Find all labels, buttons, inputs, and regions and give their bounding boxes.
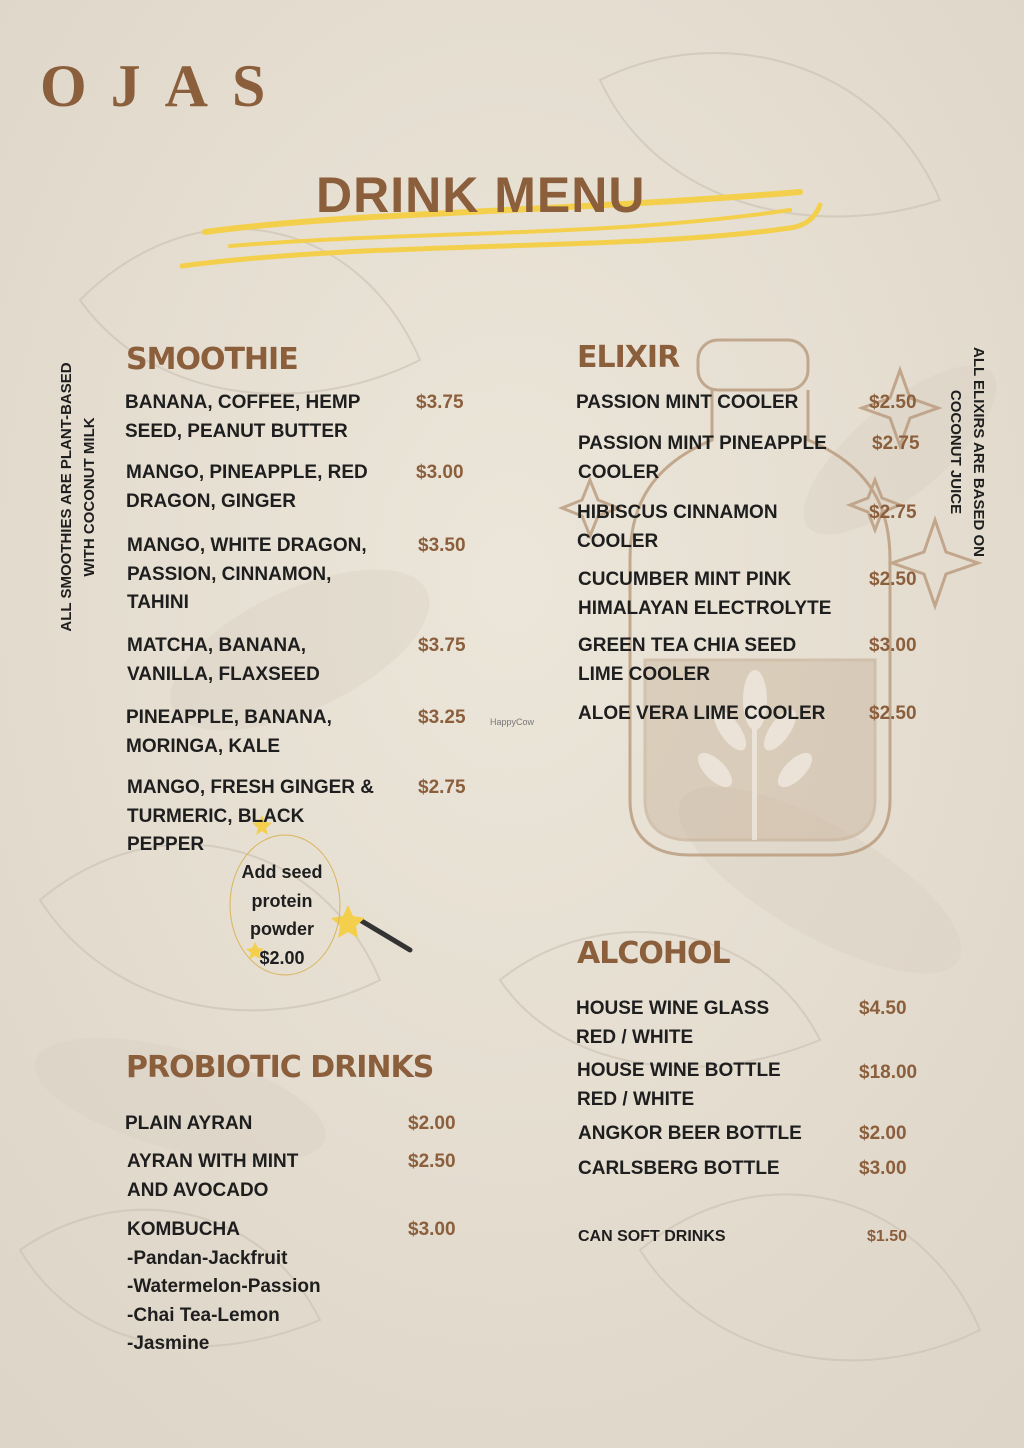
- alcohol-item: CARLSBERG BOTTLE: [578, 1158, 780, 1179]
- smoothie-item: MANGO, WHITE DRAGON, PASSION, CINNAMON, TAHINI: [127, 535, 367, 613]
- smoothie-item: BANANA, COFFEE, HEMP SEED, PEANUT BUTTER: [125, 392, 361, 442]
- alcohol-item: HOUSE WINE BOTTLE RED / WHITE: [577, 1060, 781, 1110]
- probiotic-item: AYRAN WITH MINT AND AVOCADO: [127, 1151, 299, 1201]
- probiotic-item: PLAIN AYRAN: [125, 1113, 253, 1134]
- smoothie-addon: Add seed protein powder $2.00: [241, 862, 323, 968]
- smoothie-item: MATCHA, BANANA, VANILLA, FLAXSEED: [127, 635, 320, 685]
- smoothie-item: PINEAPPLE, BANANA, MORINGA, KALE: [126, 707, 332, 757]
- smoothie-heading: SMOOTHIE: [126, 342, 298, 377]
- elixir-item: PASSION MINT COOLER: [576, 392, 799, 413]
- elixir-item: ALOE VERA LIME COOLER: [578, 703, 826, 724]
- smoothie-side-note: ALL SMOOTHIES ARE PLANT-BASED WITH COCONUT MILK: [58, 362, 98, 632]
- elixir-price: $2.50: [869, 392, 917, 413]
- probiotic-price: $3.00: [408, 1219, 456, 1240]
- alcohol-item: ANGKOR BEER BOTTLE: [578, 1123, 802, 1144]
- soft-drinks-item: CAN SOFT DRINKS: [578, 1228, 726, 1245]
- smoothie-price: $3.75: [416, 392, 464, 413]
- smoothie-price: $3.25: [418, 707, 466, 728]
- alcohol-price: $4.50: [859, 998, 907, 1019]
- alcohol-price: $18.00: [859, 1062, 918, 1083]
- probiotic-price: $2.50: [408, 1151, 456, 1172]
- probiotic-item: KOMBUCHA -Pandan-Jackfruit -Watermelon-Passion -Chai Tea-Lemon -Jasmine: [127, 1219, 321, 1354]
- probiotic-price: $2.00: [408, 1113, 456, 1134]
- elixir-price: $2.75: [869, 502, 917, 523]
- elixir-item: PASSION MINT PINEAPPLE COOLER: [578, 433, 827, 483]
- alcohol-price: $2.00: [859, 1123, 907, 1144]
- smoothie-price: $3.75: [418, 635, 466, 656]
- elixir-price: $2.75: [872, 433, 920, 454]
- alcohol-heading: ALCOHOL: [577, 936, 730, 971]
- alcohol-item: HOUSE WINE GLASS RED / WHITE: [576, 998, 770, 1048]
- elixir-item: CUCUMBER MINT PINK HIMALAYAN ELECTROLYTE: [578, 569, 832, 619]
- smoothie-price: $2.75: [418, 777, 466, 798]
- smoothie-item: MANGO, FRESH GINGER & TURMERIC, BLACK PEPPER: [127, 777, 375, 855]
- smoothie-item: MANGO, PINEAPPLE, RED DRAGON, GINGER: [126, 462, 368, 512]
- elixir-price: $2.50: [869, 703, 917, 724]
- brand-logo: OJAS: [40, 53, 290, 119]
- probiotic-heading: PROBIOTIC DRINKS: [126, 1050, 434, 1085]
- elixir-price: $2.50: [869, 569, 917, 590]
- smoothie-price: $3.50: [418, 535, 466, 556]
- elixir-item: GREEN TEA CHIA SEED LIME COOLER: [578, 635, 797, 685]
- elixir-side-note: ALL ELIXIRS ARE BASED ON COCONUT JUICE: [947, 346, 987, 558]
- page-title: DRINK MENU: [316, 167, 646, 223]
- watermark-text: HappyCow: [490, 717, 535, 727]
- smoothie-price: $3.00: [416, 462, 464, 483]
- alcohol-price: $3.00: [859, 1158, 907, 1179]
- elixir-heading: ELIXIR: [577, 340, 680, 375]
- elixir-item: HIBISCUS CINNAMON COOLER: [577, 502, 778, 552]
- soft-drinks-price: $1.50: [867, 1228, 908, 1245]
- elixir-price: $3.00: [869, 635, 917, 656]
